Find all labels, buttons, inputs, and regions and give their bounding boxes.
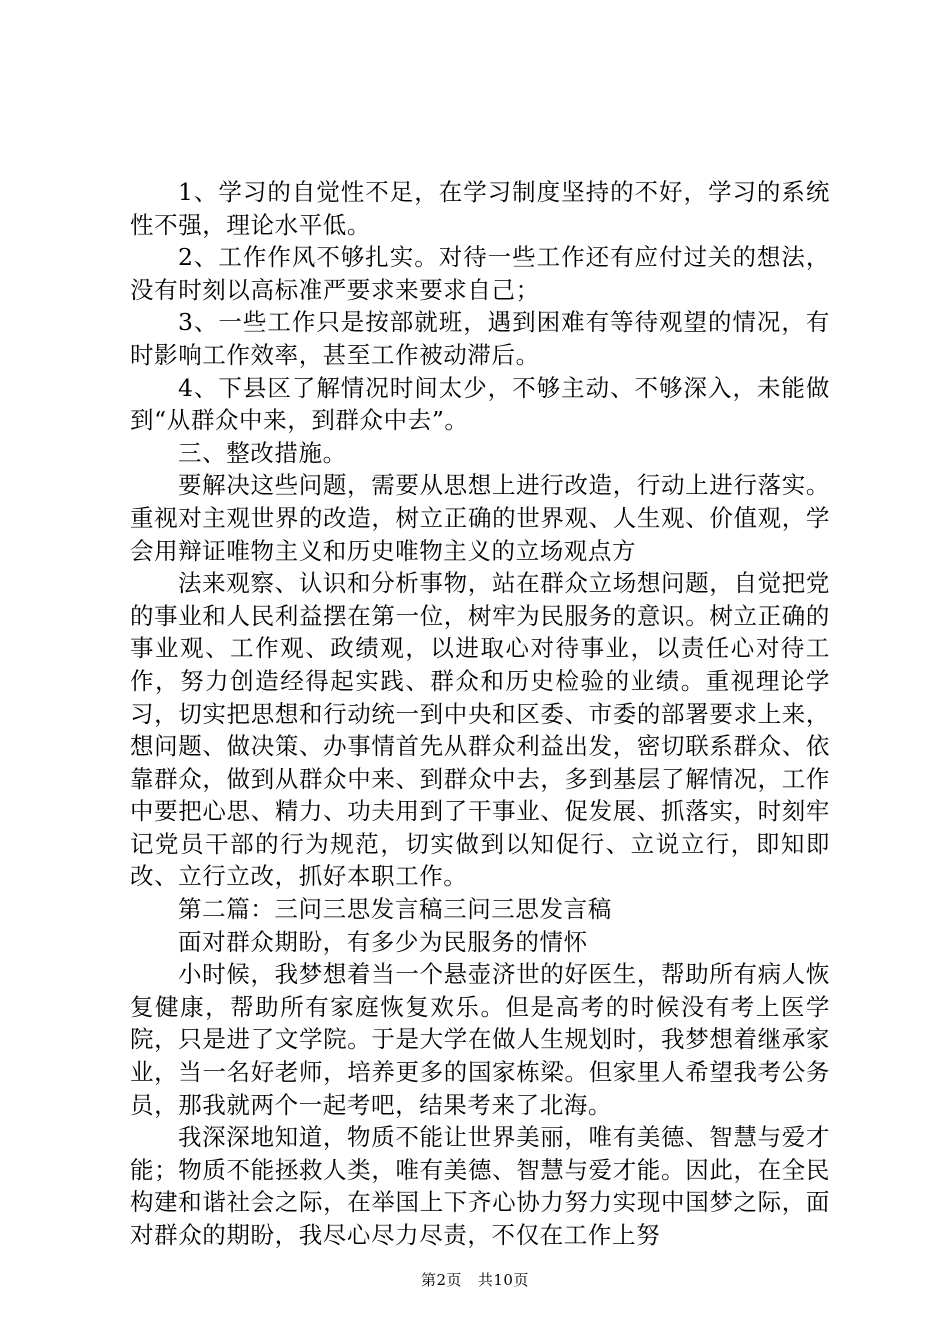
paragraph-measures-detail: 法来观察、认识和分析事物，站在群众立场想问题，自觉把党的事业和人民利益摆在第一位，树牢为民服务的意识。树立正确的事业观、工作观、政绩观，以进取心对待事业，以责任心对待工作，努力创造经得起实践、群众和历史检验的业绩。重视理论学习，切实把思想和行动统一到中央和区委、市委的部署要求上来，想问题、做决策、办事情首先从群众利益出发，密切联系群众、依靠群众，做到从群众中来、到群众中去，多到基层了解情况，工作中要把心思、精力、功夫用到了干事业、促发展、抓落实，时刻牢记党员干部的行为规范，切实做到以知促行、立说立行，即知即改、立行立改，抓好本职工作。	[130, 569, 830, 891]
paragraph-item-4: 4、下县区了解情况时间太少，不够主动、不够深入，未能做到“从群众中来，到群众中去”。	[130, 373, 830, 435]
document-body	[130, 176, 830, 1252]
footer-separator	[467, 1271, 472, 1289]
page-footer	[0, 1270, 950, 1290]
paragraph-virtue-wisdom: 我深深地知道，物质不能让世界美丽，唯有美德、智慧与爱才能；物质不能拯救人类，唯有美德、智慧与爱才能。因此，在全民构建和谐社会之际，在举国上下齐心协力努力实现中国梦之际，面对群众的期盼，我尽心尽力尽责，不仅在工作上努	[130, 1123, 830, 1249]
paragraph-item-2: 2、工作作风不够扎实。对待一些工作还有应付过关的想法，没有时刻以高标准严要求来要求自己；	[130, 243, 830, 304]
section-heading-part-two: 第二篇：三问三思发言稿三问三思发言稿	[178, 895, 612, 924]
total-pages: 共10页	[477, 1271, 529, 1289]
paragraph-item-3: 3、一些工作只是按部就班，遇到困难有等待观望的情况，有时影响工作效率，甚至工作被动滞后。	[130, 308, 830, 369]
page-number: 第2页	[421, 1271, 463, 1289]
subheading-public-expectation: 面对群众期盼，有多少为民服务的情怀	[178, 927, 588, 956]
paragraph-childhood-dream: 小时候，我梦想着当一个悬壶济世的好医生，帮助所有病人恢复健康，帮助所有家庭恢复欢乐。但是高考的时候没有考上医学院，只是进了文学院。于是大学在做人生规划时，我梦想着继承家业，当一名好老师，培养更多的国家栋梁。但家里人希望我考公务员，那我就两个一起考吧，结果考来了北海。	[130, 960, 830, 1119]
section-heading-rectification: 三、整改措施。	[178, 438, 347, 467]
paragraph-measures-intro: 要解决这些问题，需要从思想上进行改造，行动上进行落实。重视对主观世界的改造，树立正确的世界观、人生观、价值观，学会用辩证唯物主义和历史唯物主义的立场观点方	[130, 471, 830, 565]
paragraph-item-1: 1、学习的自觉性不足，在学习制度坚持的不好，学习的系统性不强，理论水平低。	[130, 178, 830, 239]
